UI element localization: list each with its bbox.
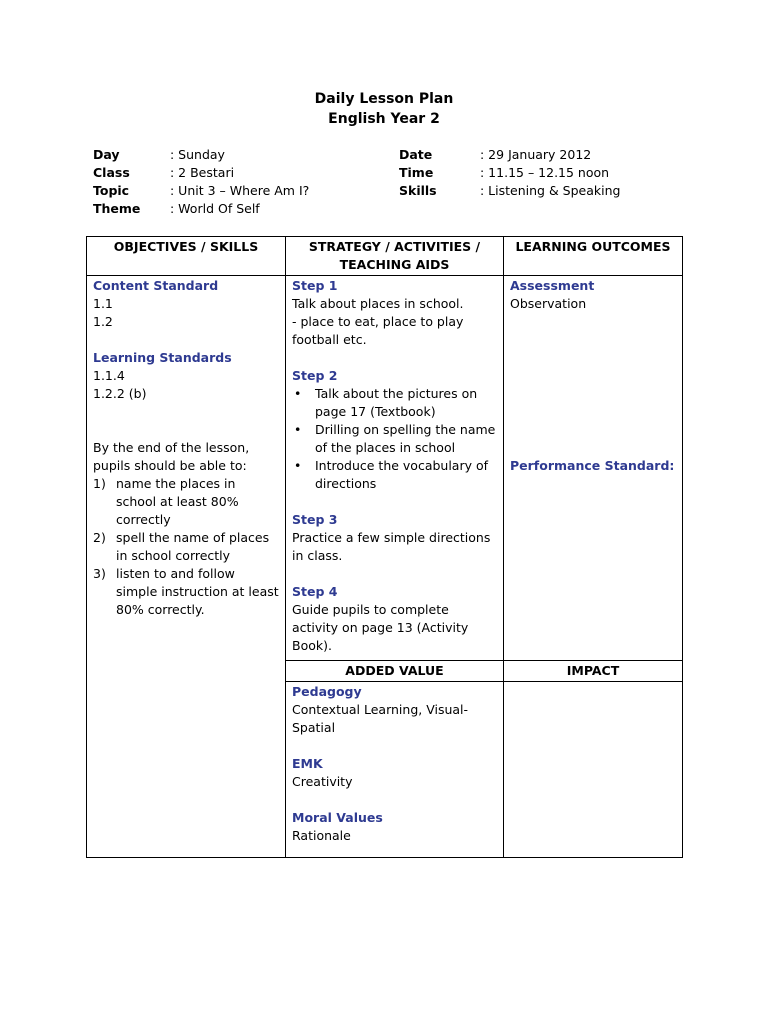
time-value: : 11.15 – 12.15 noon (480, 165, 610, 180)
content-standard-item: 1.1 (93, 296, 113, 311)
theme-value: : World Of Self (170, 201, 260, 216)
objective-number: 2) (93, 530, 106, 545)
step2-bullet: • Drilling on spelling the name of the places in school (292, 421, 497, 457)
objectives-list (93, 475, 279, 619)
emk-heading: EMK (292, 756, 323, 771)
content-standard-heading: Content Standard (93, 278, 219, 293)
objective-text: listen to and follow simple instruction at least 80% correctly. (116, 566, 279, 617)
step2-list (292, 385, 497, 493)
skills-value: : Listening & Speaking (480, 183, 621, 198)
header-impact: IMPACT (504, 661, 683, 682)
header-strategy: STRATEGY / ACTIVITIES / TEACHING AIDS (286, 237, 504, 276)
objectives-cell (87, 276, 286, 858)
learning-standard-item: 1.1.4 (93, 368, 125, 383)
header-objectives: OBJECTIVES / SKILLS (87, 237, 286, 276)
step2-bullet: • Introduce the vocabulary of directions (292, 457, 497, 493)
objective-text: name the places in school at least 80% correctly (116, 476, 239, 527)
impact-cell (504, 682, 683, 858)
performance-standard-heading: Performance Standard: (510, 458, 675, 473)
outcomes-cell (504, 276, 683, 661)
meta-row-class (93, 164, 693, 182)
table-body-row (87, 276, 683, 661)
meta-row-topic (93, 182, 693, 200)
header-added-value: ADDED VALUE (286, 661, 504, 682)
meta-row-day (93, 146, 693, 164)
table-header-row (87, 237, 683, 276)
pedagogy-heading: Pedagogy (292, 684, 362, 699)
step1-heading: Step 1 (292, 278, 338, 293)
pedagogy-value: Contextual Learning, Visual-Spatial (292, 702, 469, 735)
time-label: Time (399, 165, 434, 180)
assessment-value: Observation (510, 296, 587, 311)
step1-line2: - place to eat, place to play football etc. (292, 314, 464, 347)
header-outcomes: LEARNING OUTCOMES (504, 237, 683, 276)
class-label: Class (93, 165, 130, 180)
step2-bullet: • Talk about the pictures on page 17 (Textbook) (292, 385, 497, 421)
added-value-cell (286, 682, 504, 858)
date-value: : 29 January 2012 (480, 147, 592, 162)
objective-number: 3) (93, 566, 106, 581)
step3-text: Practice a few simple directions in class. (292, 530, 491, 563)
assessment-heading: Assessment (510, 278, 595, 293)
lesson-meta (93, 146, 693, 218)
theme-label: Theme (93, 201, 141, 216)
lesson-plan-table (86, 236, 683, 858)
date-label: Date (399, 147, 433, 162)
content-standard-item: 1.2 (93, 314, 113, 329)
learning-standards-heading: Learning Standards (93, 350, 232, 365)
step4-heading: Step 4 (292, 584, 338, 599)
meta-row-theme (93, 200, 693, 218)
skills-label: Skills (399, 183, 437, 198)
moral-values-heading: Moral Values (292, 810, 383, 825)
moral-values-value: Rationale (292, 828, 351, 843)
page-title: Daily Lesson Plan (314, 91, 454, 107)
class-value: : 2 Bestari (170, 165, 235, 180)
topic-label: Topic (93, 183, 130, 198)
day-label: Day (93, 147, 120, 162)
page-subtitle: English Year 2 (328, 111, 440, 127)
objectives-intro: By the end of the lesson, pupils should be able to: (93, 440, 250, 473)
learning-standard-item: 1.2.2 (b) (93, 386, 147, 401)
step4-text: Guide pupils to complete activity on page 13 (Activity Book). (292, 602, 469, 653)
objective-text: spell the name of places in school correctly (116, 530, 270, 563)
emk-value: Creativity (292, 774, 353, 789)
step1-line1: Talk about places in school. (292, 296, 464, 311)
objective-item (93, 475, 279, 529)
objective-item (93, 529, 279, 565)
objective-item (93, 565, 279, 619)
day-value: : Sunday (170, 147, 225, 162)
topic-value: : Unit 3 – Where Am I? (170, 183, 310, 198)
step3-heading: Step 3 (292, 512, 338, 527)
step2-heading: Step 2 (292, 368, 338, 383)
objective-number: 1) (93, 476, 106, 491)
strategy-cell (286, 276, 504, 661)
